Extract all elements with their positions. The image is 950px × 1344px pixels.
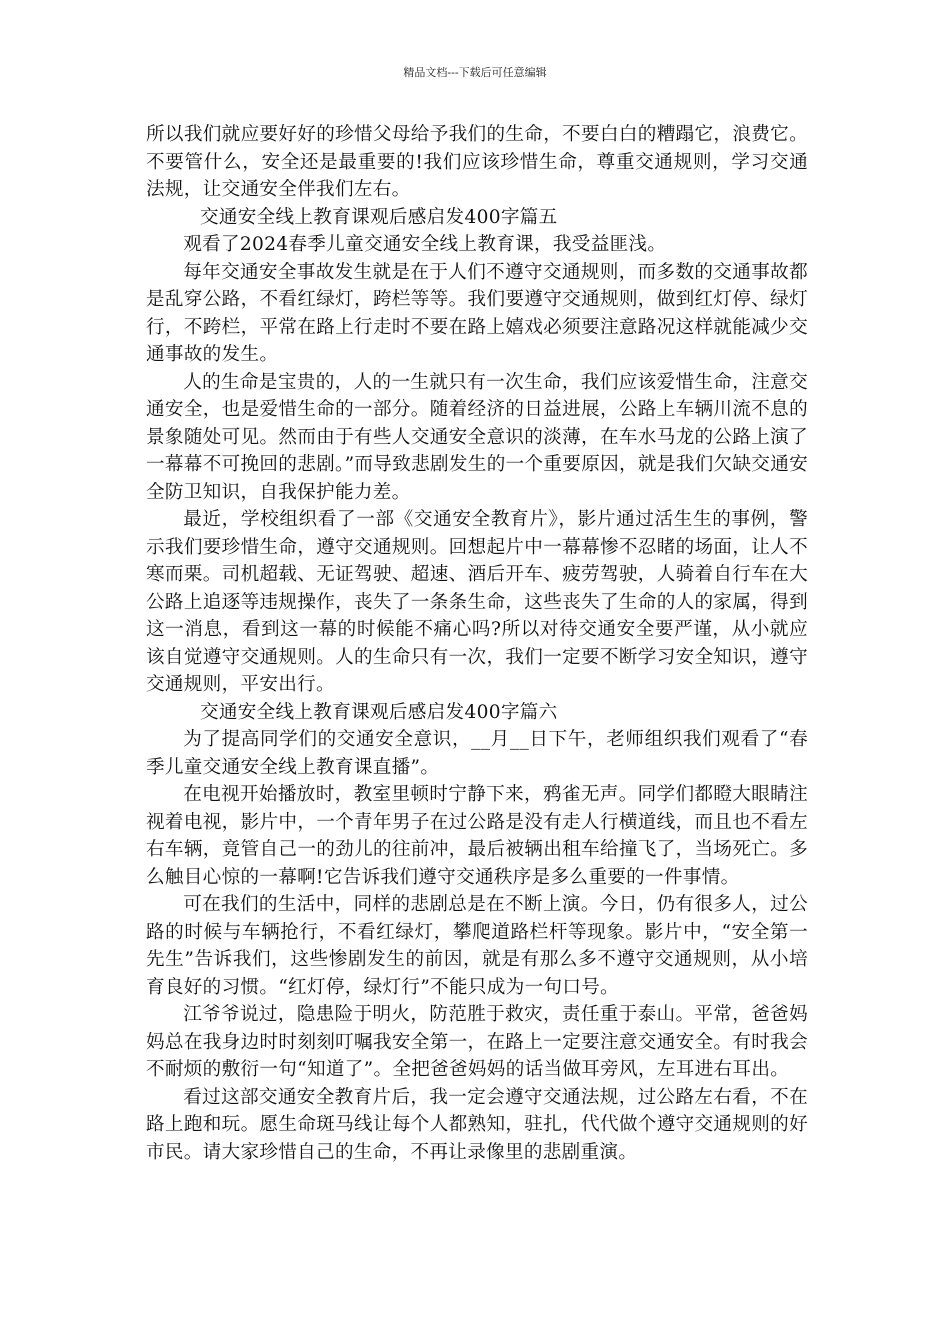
paragraph-continuation: 所以我们就应要好好的珍惜父母给予我们的生命，不要白白的糟蹋它，浪费它。不要管什么，安全还是最重要的!我们应该珍惜生命，尊重交通规则，学习交通法规，让交通安全伴我们左右。	[146, 124, 808, 200]
document-body	[146, 121, 808, 1166]
paragraph: 江爷爷说过，隐患险于明火，防范胜于救灾，责任重于泰山。平常，爸爸妈妈总在我身边时时刻刻叮嘱我安全第一，在路上一定要注意交通安全。有时我会不耐烦的敷衍一句“知道了”。全把爸爸妈妈的话当做耳旁风，左耳进右耳出。	[146, 1004, 808, 1080]
section-heading-5: 交通安全线上教育课观后感启发400字篇五	[199, 206, 558, 228]
paragraph: 为了提高同学们的交通安全意识，__月__日下午，老师组织我们观看了“春季儿童交通安全线上教育课直播”。	[146, 729, 808, 778]
section-heading-6: 交通安全线上教育课观后感启发400字篇六	[199, 701, 558, 723]
paragraph: 在电视开始播放时，教室里顿时宁静下来，鸦雀无声。同学们都瞪大眼睛注视着电视，影片中，一个青年男子在过公路是没有走人行横道线，而且也不看左右车辆，竟管自己一的劲儿的往前冲，最后被辆出租车给撞飞了，当场死亡。多么触目心惊的一幕啊!它告诉我们遵守交通秩序是多么重要的一件事情。	[146, 784, 808, 888]
paragraph: 看过这部交通安全教育片后，我一定会遵守交通法规，过公路左右看，不在路上跑和玩。愿生命斑马线让每个人都熟知，驻扎，代代做个遵守交通规则的好市民。请大家珍惜自己的生命，不再让录像里的悲剧重演。	[146, 1086, 808, 1163]
paragraph: 每年交通安全事故发生就是在于人们不遵守交通规则，而多数的交通事故都是乱穿公路，不看红绿灯，跨栏等等。我们要遵守交通规则，做到红灯停、绿灯行，不跨栏，平常在路上行走时不要在路上嬉戏必须要注意路况这样就能减少交通事故的发生。	[146, 261, 808, 365]
page-header: 精品文档---下载后可任意编辑	[403, 66, 547, 79]
paragraph: 可在我们的生活中，同样的悲剧总是在不断上演。今日，仍有很多人，过公路的时候与车辆抢行，不看红绿灯，攀爬道路栏杆等现象。影片中，“安全第一先生”告诉我们，这些惨剧发生的前因，就是有那么多不遵守交通规则，从小培育良好的习惯。“红灯停，绿灯行”不能只成为一句口号。	[146, 894, 808, 998]
paragraph: 最近，学校组织看了一部《交通安全教育片》，影片通过活生生的事例，警示我们要珍惜生命，遵守交通规则。回想起片中一幕幕惨不忍睹的场面，让人不寒而栗。司机超载、无证驾驶、超速、酒后开车、疲劳驾驶，人骑着自行车在大公路上追逐等违规操作，丧失了一条条生命，这些丧失了生命的人的家属，得到这一消息，看到这一幕的时候能不痛心吗?所以对待交通安全要严谨，从小就应该自觉遵守交通规则。人的生命只有一次，我们一定要不断学习安全知识，遵守交通规则，平安出行。	[146, 509, 808, 695]
paragraph: 观看了2024春季儿童交通安全线上教育课，我受益匪浅。	[183, 234, 667, 255]
paragraph: 人的生命是宝贵的，人的一生就只有一次生命，我们应该爱惜生命，注意交通安全，也是爱惜生命的一部分。随着经济的日益进展，公路上车辆川流不息的景象随处可见。然而由于有些人交通安全意识的淡薄，在车水马龙的公路上演了一幕幕不可挽回的悲剧。”而导致悲剧发生的一个重要原因，就是我们欠缺交通安全防卫知识，自我保护能力差。	[146, 371, 808, 503]
